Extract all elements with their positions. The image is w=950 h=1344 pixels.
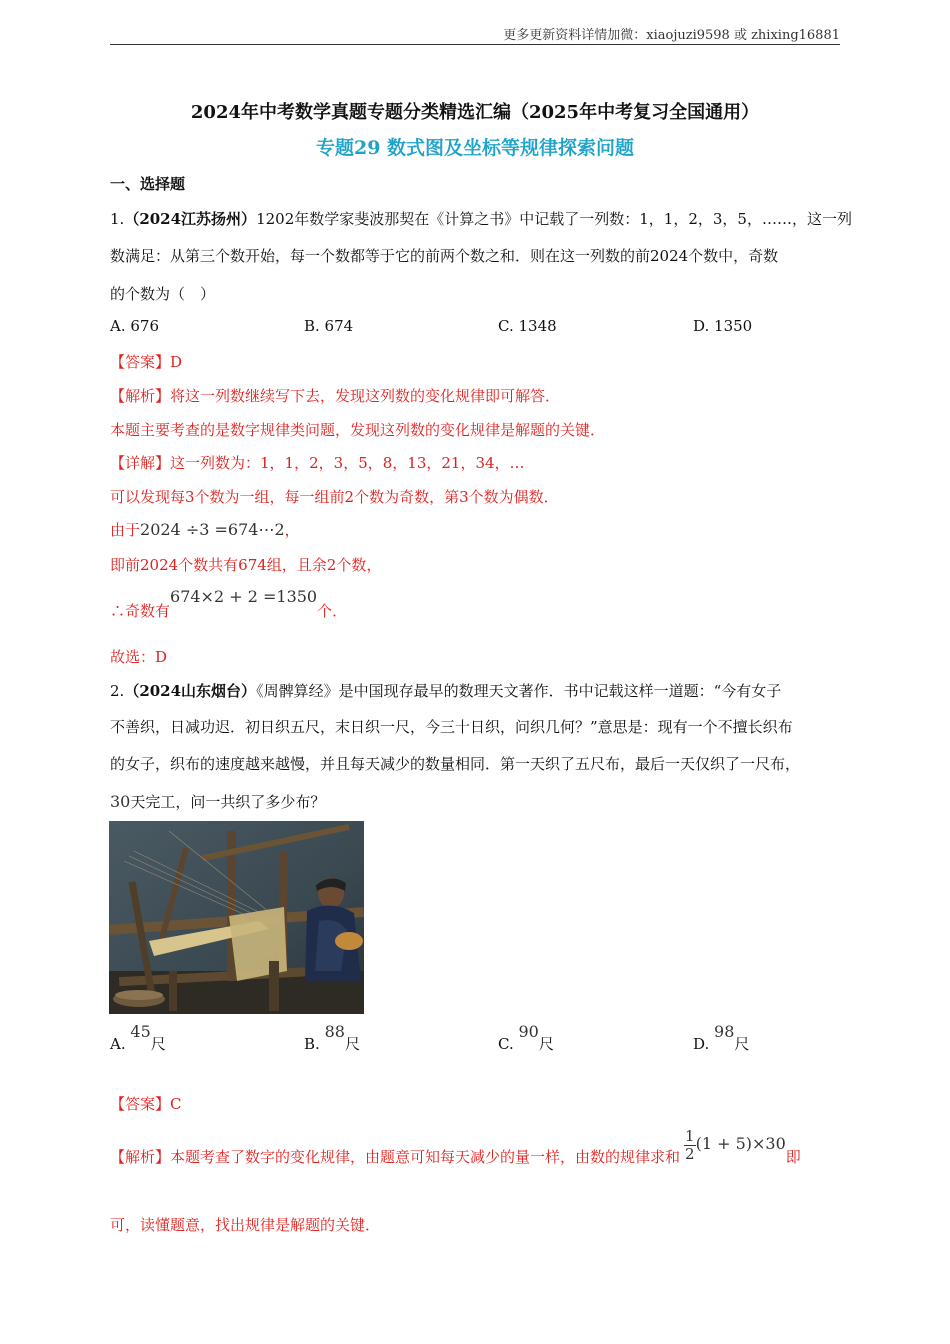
q1-source: （2024江苏扬州） [124, 210, 257, 228]
q1-line-3: 的个数为（ ） [110, 285, 216, 303]
q1-detail-line-3-prefix: 由于 [110, 521, 141, 539]
q1-detail-tag: 【详解】 [110, 454, 171, 472]
q2-answer: 【答案】C [110, 1095, 182, 1113]
q2-option-d-unit: 尺 [734, 1035, 750, 1053]
header-contact-text: 更多更新资料详情加微：xiaojuzi9598 或 zhixing16881 [503, 28, 840, 43]
q2-analysis [110, 1128, 845, 1178]
q2-option-c-value: 90 [518, 1022, 539, 1041]
q2-fraction [684, 1128, 696, 1162]
q2-option-c-letter: C. [498, 1035, 514, 1053]
q1-analysis-line-2: 本题主要考查的是数字规律类问题，发现这列数的变化规律是解题的关键． [110, 421, 606, 439]
q1-analysis [110, 385, 845, 406]
q2-option-b [304, 1022, 360, 1054]
q2-number: 2. [110, 682, 125, 700]
q2-sum-expression: (1 + 5)×30 [695, 1134, 786, 1153]
q1-option-c: C. 1348 [498, 317, 557, 335]
q2-option-b-letter: B. [304, 1035, 320, 1053]
q1-division-expression: 2024 ÷3 =674⋯2 [140, 520, 285, 539]
q1-answer: 【答案】D [110, 353, 183, 371]
q2-option-d-letter: D. [693, 1035, 710, 1053]
q2-option-b-unit: 尺 [344, 1035, 360, 1053]
q1-option-d: D. 1350 [693, 317, 753, 335]
q2-line-1 [110, 680, 845, 701]
q1-detail-line-5 [110, 587, 845, 621]
q1-choice: 故选：D [110, 648, 168, 666]
q1-number: 1. [110, 210, 125, 228]
q2-option-c-unit: 尺 [538, 1035, 554, 1053]
q1-option-a: A. 676 [110, 317, 159, 335]
q2-line-3: 的女子，织布的速度越来越慢，并且每天减少的数量相同．第一天织了五尺布，最后一天仅织了一尺布， [110, 755, 801, 773]
q2-option-a-unit: 尺 [150, 1035, 166, 1053]
q2-analysis-tag: 【解析】 [110, 1148, 171, 1166]
document-subtitle: 专题29 数式图及坐标等规律探索问题 [315, 137, 635, 159]
q1-detail-line-5-prefix: ∴奇数有 [110, 602, 171, 620]
q1-analysis-tag: 【解析】 [110, 387, 171, 405]
q1-stem-1: 1202年数学家斐波那契在《计算之书》中记载了一列数：1，1，2，3，5，……，这一列 [256, 210, 852, 228]
q1-detail-text: 这一列数为：1，1，2，3，5，8，13，21，34，… [170, 454, 525, 472]
q2-fraction-numerator: 1 [685, 1127, 695, 1145]
q1-detail-line-4: 即前2024个数共有674组，且余2个数， [110, 556, 382, 574]
q2-option-d [693, 1022, 750, 1054]
q2-analysis-line-2: 可，读懂题意，找出规律是解题的关键． [110, 1216, 381, 1234]
q2-option-d-value: 98 [714, 1022, 735, 1041]
q2-option-a-value: 45 [130, 1022, 151, 1041]
weaving-loom-photo [109, 821, 364, 1014]
q2-option-a-letter: A. [110, 1035, 126, 1053]
q2-option-a [110, 1022, 166, 1054]
q1-detail-line-2: 可以发现每3个数为一组，每一组前2个数为奇数，第3个数为偶数． [110, 488, 559, 506]
document-title: 2024年中考数学真题专题分类精选汇编（2025年中考复习全国通用） [190, 102, 760, 123]
q1-analysis-text: 将这一列数继续写下去，发现这列数的变化规律即可解答． [170, 387, 561, 405]
q2-analysis-tail: 即 [785, 1148, 801, 1166]
q2-fraction-denominator: 2 [685, 1144, 695, 1163]
q2-days-number: 30 [110, 792, 131, 811]
q1-detail-line-3 [110, 519, 845, 540]
q2-stem-4: 天完工，问一共织了多少布？ [130, 793, 326, 811]
q2-source: （2024山东烟台） [124, 682, 257, 700]
q1-detail-line-3-suffix: ， [284, 521, 300, 539]
section-heading: 一、选择题 [110, 175, 186, 193]
q2-option-b-value: 88 [324, 1022, 345, 1041]
q2-analysis-text: 本题考查了数字的变化规律，由题意可知每天减少的量一样，由数的规律求和 [170, 1148, 681, 1166]
q2-line-4 [110, 791, 845, 812]
q2-option-c [498, 1022, 554, 1054]
q1-line-1 [110, 208, 852, 229]
q1-sum-expression: 674×2 + 2 =1350 [170, 587, 318, 606]
q2-line-2: 不善织，日减功迟．初日织五尺，末日织一尺，今三十日织，问织几何？”意思是：现有一个不擅长织布 [110, 718, 793, 736]
q1-line-2: 数满足：从第三个数开始，每一个数都等于它的前两个数之和．则在这一列数的前2024个数中，奇数 [110, 247, 779, 265]
header-divider [110, 44, 840, 45]
q1-detail [110, 452, 845, 473]
q1-option-b: B. 674 [304, 317, 354, 335]
q2-stem-1: 《周髀算经》是中国现存最早的数理天文著作．书中记载这样一道题：“今有女子 [256, 682, 782, 700]
q1-detail-line-5-suffix: 个． [317, 602, 348, 620]
